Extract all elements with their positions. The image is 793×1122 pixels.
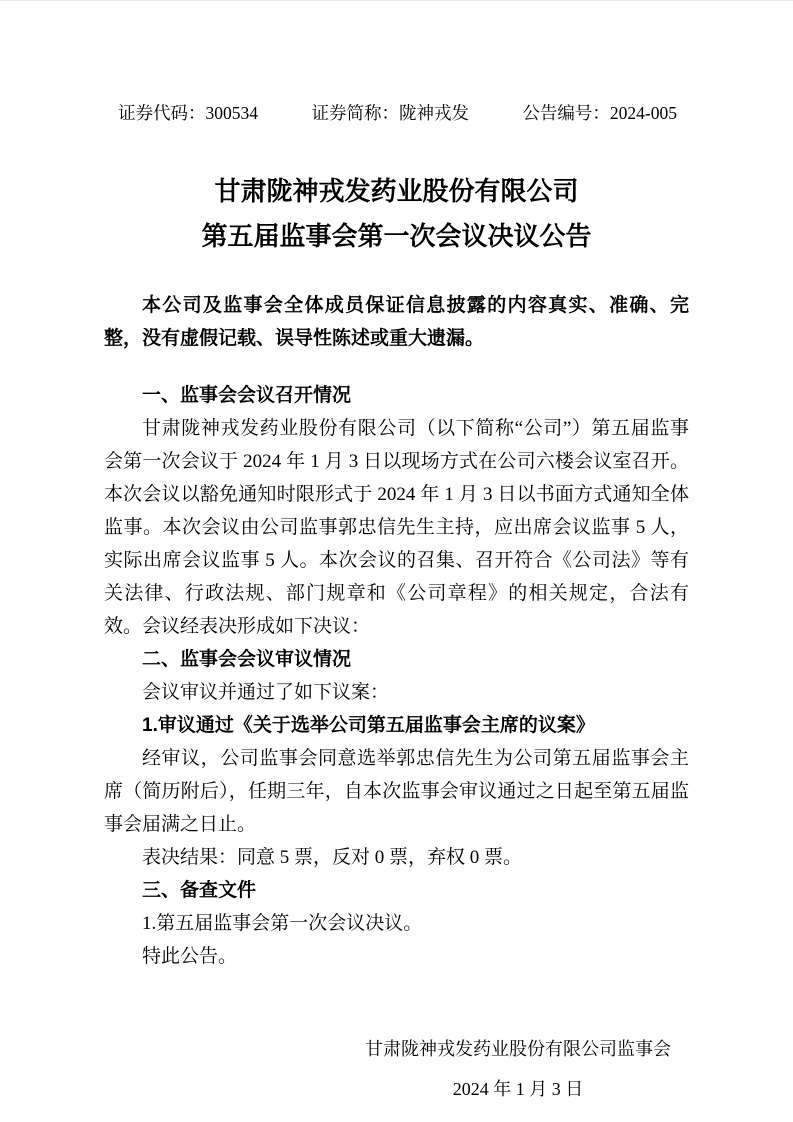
stock-code-label: 证券代码：300534 [118,103,258,123]
signature-block [104,1029,689,1109]
section-1-heading: 一、监事会会议召开情况 [142,385,352,406]
document-title [104,169,689,259]
section-2-heading: 二、监事会会议审议情况 [142,649,352,670]
document-header [104,101,689,125]
announcement-number-label: 公告编号：2024-005 [522,103,677,123]
section-1-paragraph: 甘肃陇神戎发药业股份有限公司（以下简称“公司”）第五届监事会第一次会议于 2024 年 1 月 3 日以现场方式在公司六楼会议室召开。本次会议以豁免通知时限形式于 2024 年 1 月 3 日以书面方式通知全体监事。本次会议由公司监事郭忠信先生主持，应出席会议监事 5 人，实际出席会议监事 5 人。本次会议的召集、召开符合《公司法》等有关法律、行政法规、部门规章和《公司章程》的相关规定，合法有效。会议经表决形成如下决议： [104,418,689,637]
title-meeting-resolution: 第五届监事会第一次会议决议公告 [201,221,592,251]
proposal-1-paragraph: 经审议，公司监事会同意选举郭忠信先生为公司第五届监事会主席（简历附后），任期三年，自本次监事会审议通过之日起至第五届监事会届满之日止。 [104,748,689,835]
reference-document-item: 1.第五届监事会第一次会议决议。 [142,913,423,934]
section-3-heading: 三、备查文件 [142,880,257,901]
truthfulness-declaration: 本公司及监事会全体成员保证信息披露的内容真实、准确、完整，没有虚假记载、误导性陈述或重大遗漏。 [104,295,689,349]
section-2-intro: 会议审议并通过了如下议案： [142,682,390,703]
stock-name-label: 证券简称：陇神戎发 [311,103,469,123]
signature-date: 2024 年 1 月 3 日 [452,1079,584,1099]
proposal-1-heading: 1.审议通过《关于选举公司第五届监事会主席的议案》 [142,715,595,736]
title-company-name: 甘肃陇神戎发药业股份有限公司 [214,176,579,206]
closing-statement: 特此公告。 [142,946,238,967]
signature-inner [365,1029,671,1109]
signature-company: 甘肃陇神戎发药业股份有限公司监事会 [365,1039,671,1059]
vote-result: 表决结果：同意 5 票，反对 0 票，弃权 0 票。 [142,847,523,868]
